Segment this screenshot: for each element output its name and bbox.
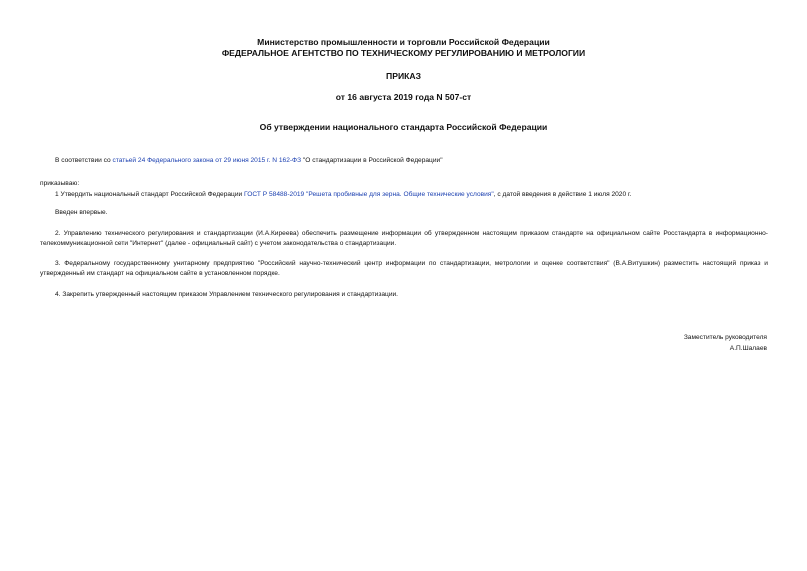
preamble-text-before: В соответствии со bbox=[55, 157, 113, 164]
first-introduced-note: Введен впервые. bbox=[55, 209, 108, 216]
order-word: приказываю: bbox=[40, 180, 80, 187]
signature-name: А.П.Шалаев bbox=[729, 345, 767, 352]
item-4: 4. Закрепить утвержденный настоящим приказом Управлением технического регулирования и стандартизации. bbox=[55, 291, 399, 298]
item-3: 3. Федеральному государственному унитарному предприятию "Российский научно-технический центр информации по стандартизации, метрологии и оценке соответствия" (В.А.Витушкин) разместить настоящий приказ и утвержденный им стандарт на официальном сайте в установленном порядке. bbox=[40, 260, 768, 277]
agency-heading: ФЕДЕРАЛЬНОЕ АГЕНТСТВО ПО ТЕХНИЧЕСКОМУ РЕГУЛИРОВАНИЮ И МЕТРОЛОГИИ bbox=[221, 48, 586, 58]
item-2: 2. Управлению технического регулирования и стандартизации (И.А.Киреева) обеспечить размещение информации об утвержденном настоящим приказом стандарте на официальном сайте Росстандарта в информационно-телекоммуникационной сети "Интернет" (далее - официальный сайт) с учетом законодательства о стандартизации. bbox=[40, 230, 768, 247]
ministry-heading: Министерство промышленности и торговли Российской Федерации bbox=[257, 37, 550, 47]
law-article-link[interactable]: статьей 24 Федерального закона от 29 июня 2015 г. N 162-ФЗ bbox=[112, 157, 302, 164]
gost-standard-link[interactable]: ГОСТ Р 58488-2019 "Решета пробивные для зерна. Общие технические условия" bbox=[244, 191, 494, 198]
preamble-text-after: "О стандартизации в Российской Федерации" bbox=[301, 157, 443, 164]
document-type: ПРИКАЗ bbox=[386, 71, 421, 81]
document-date-number: от 16 августа 2019 года N 507-ст bbox=[335, 92, 472, 102]
document-subject: Об утверждении национального стандарта Российской Федерации bbox=[259, 122, 548, 132]
item-1-text-before: 1 Утвердить национальный стандарт Российской Федерации bbox=[55, 191, 245, 198]
preamble bbox=[55, 156, 443, 166]
item-1-text-after: , с датой введения в действие 1 июля 2020 г. bbox=[493, 191, 632, 198]
item-1 bbox=[55, 190, 631, 200]
signature-position: Заместитель руководителя bbox=[683, 334, 767, 341]
